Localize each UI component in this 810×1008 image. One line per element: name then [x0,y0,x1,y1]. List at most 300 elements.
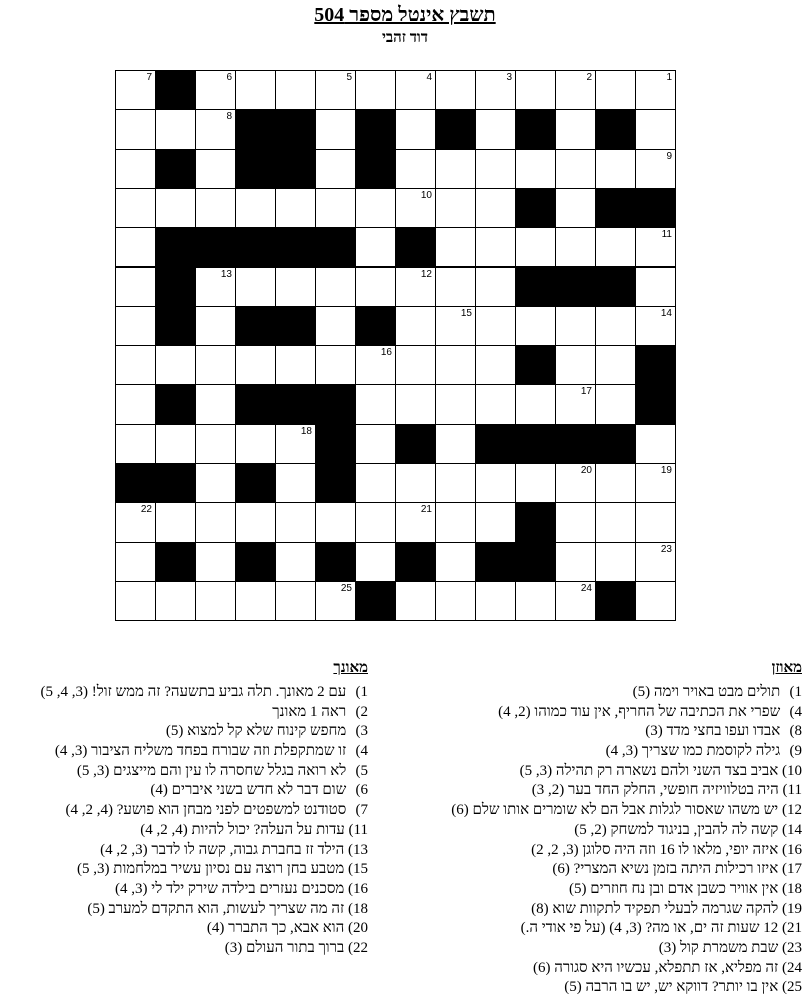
grid-cell[interactable] [195,463,236,503]
clue-number: 23) [782,939,802,956]
grid-cell[interactable] [635,424,676,464]
grid-cell[interactable] [315,581,356,621]
grid-block [515,109,556,149]
grid-cell[interactable] [315,267,356,307]
grid-cell[interactable] [555,581,596,621]
grid-block [475,542,516,582]
grid-cell[interactable] [435,384,476,424]
grid-cell[interactable] [275,424,316,464]
across-clue [382,860,802,880]
puzzle-title: תשבץ אינטל מספר 504 [314,4,496,26]
grid-cell[interactable] [115,306,156,346]
grid-cell[interactable] [195,424,236,464]
cell-number: 7 [146,72,152,83]
cell-number: 3 [506,72,512,83]
grid-cell[interactable] [595,463,636,503]
down-clue [0,683,368,703]
grid-cell[interactable] [515,227,556,267]
clue-text: זו שמתקפלת וזה שבורח בפחד משליח הציבור (3, 4) [54,743,347,760]
down-clue [0,900,368,920]
across-clues [382,660,802,998]
clue-text: הוא אבא, כך התברר (4) [206,920,345,937]
across-clue [382,959,802,979]
clue-text: עדות על העלה? יכול להיות (4, 2, 4) [140,821,345,838]
grid-cell[interactable] [435,345,476,385]
grid-block [315,542,356,582]
grid-block [315,227,356,267]
grid-cell[interactable] [635,542,676,582]
grid-cell[interactable] [195,70,236,110]
grid-cell[interactable] [155,109,196,149]
cell-number: 17 [580,386,592,398]
clue-number: 16) [348,880,368,897]
grid-cell[interactable] [235,581,276,621]
grid-cell[interactable] [555,306,596,346]
grid-cell[interactable] [355,502,396,542]
across-clue [382,821,802,841]
grid-cell[interactable] [635,149,676,189]
grid-block [515,542,556,582]
grid-cell[interactable] [555,149,596,189]
grid-cell[interactable] [515,463,556,503]
grid-cell[interactable] [475,188,516,228]
grid-cell[interactable] [635,109,676,149]
down-clue [0,860,368,880]
grid-cell[interactable] [475,70,516,110]
cell-number: 18 [300,425,312,437]
grid-cell[interactable] [275,542,316,582]
cell-number: 13 [220,268,232,280]
grid-cell[interactable] [315,70,356,110]
across-clue [382,919,802,939]
grid-cell[interactable] [235,424,276,464]
grid-block [275,149,316,189]
grid-cell[interactable] [275,267,316,307]
grid-block [155,384,196,424]
clue-text: תולים מבט באויר וימה (5) [632,684,781,700]
grid-block [475,424,516,464]
across-clue [382,703,802,723]
clue-number: 13) [348,841,368,858]
grid-cell[interactable] [635,306,676,346]
clue-number: 3) [355,723,368,740]
grid-block [355,109,396,149]
clue-text: מחפש קינוח שלא קל למצוא (5) [165,723,347,740]
clue-number: 22) [348,939,368,956]
grid-cell[interactable] [115,424,156,464]
grid-block [395,424,436,464]
grid-cell[interactable] [315,149,356,189]
grid-cell[interactable] [355,542,396,582]
grid-cell[interactable] [155,345,196,385]
clue-text: זה מפליא, אז תתפלא, עכשיו היא סגורה (6) [533,959,779,976]
clue-number: 17) [782,861,802,878]
clue-text: אין בו יותר? דווקא יש, יש בו הרבה (5) [564,979,779,996]
cell-number: 16 [380,347,392,359]
grid-cell[interactable] [355,70,396,110]
grid-cell[interactable] [395,384,436,424]
cell-number: 12 [420,268,432,280]
grid-cell[interactable] [195,384,236,424]
grid-block [595,109,636,149]
grid-cell[interactable] [115,384,156,424]
grid-cell[interactable] [435,227,476,267]
grid-block [315,463,356,503]
clue-number: 6) [355,782,368,799]
grid-cell[interactable] [635,463,676,503]
grid-cell[interactable] [595,502,636,542]
grid-cell[interactable] [395,188,436,228]
grid-cell[interactable] [555,109,596,149]
grid-block [235,227,276,267]
grid-cell[interactable] [115,188,156,228]
grid-cell[interactable] [435,70,476,110]
cell-number: 11 [661,229,672,241]
clue-text: קשה לה להבין, בניגוד למשחק (2, 5) [574,821,779,838]
grid-cell[interactable] [275,463,316,503]
grid-cell[interactable] [195,267,236,307]
grid-cell[interactable] [475,463,516,503]
grid-block [155,227,196,267]
grid-cell[interactable] [275,188,316,228]
grid-cell[interactable] [235,267,276,307]
grid-cell[interactable] [595,227,636,267]
clue-number: 12) [782,802,802,819]
grid-cell[interactable] [115,149,156,189]
grid-cell[interactable] [115,70,156,110]
clue-text: היה בטלוויזיה חופשי, החלק החד בער (2, 3) [531,782,779,799]
grid-block [595,188,636,228]
grid-block [395,542,436,582]
clue-text: איזו רכילות היתה בזמן נשיא המצרי? (6) [552,861,779,878]
grid-cell[interactable] [475,267,516,307]
grid-block [515,188,556,228]
grid-block [275,227,316,267]
grid-cell[interactable] [355,267,396,307]
grid-cell[interactable] [475,345,516,385]
cell-number: 20 [580,465,592,476]
cell-number: 25 [340,582,352,594]
grid-cell[interactable] [515,581,556,621]
grid-cell[interactable] [395,109,436,149]
across-clue [382,841,802,861]
clue-text: הילד זז בחברת גבוה, קשה לו לדבר (3, 2, 4) [100,841,345,858]
across-clue [382,900,802,920]
grid-block [155,267,196,307]
grid-block [115,463,156,503]
grid-block [515,424,556,464]
grid-cell[interactable] [195,188,236,228]
grid-block [155,463,196,503]
grid-block [235,384,276,424]
grid-cell[interactable] [395,502,436,542]
puzzle-author: דוד זהבי [382,30,428,46]
clue-text: אביב בצד השני ולהם נשארה רק תהילה (3, 5) [519,762,779,779]
clue-number: 16) [782,841,802,858]
clue-number: 15) [348,861,368,878]
grid-cell[interactable] [475,109,516,149]
grid-cell[interactable] [435,267,476,307]
grid-cell[interactable] [595,542,636,582]
grid-block [515,267,556,307]
grid-cell[interactable] [515,384,556,424]
grid-cell[interactable] [315,188,356,228]
grid-cell[interactable] [435,502,476,542]
grid-cell[interactable] [515,149,556,189]
grid-cell[interactable] [635,227,676,267]
clue-number: 18) [782,880,802,897]
clue-number: 24) [782,959,802,976]
grid-cell[interactable] [635,70,676,110]
down-heading: מאונך [333,660,368,676]
grid-cell[interactable] [315,345,356,385]
grid-cell[interactable] [435,188,476,228]
grid-block [235,109,276,149]
grid-block [155,542,196,582]
clue-number: 14) [782,821,802,838]
clue-number: 25) [782,979,802,996]
grid-cell[interactable] [275,581,316,621]
grid-block [515,345,556,385]
grid-cell[interactable] [355,424,396,464]
grid-cell[interactable] [475,149,516,189]
grid-cell[interactable] [395,581,436,621]
grid-cell[interactable] [115,227,156,267]
across-clue [382,742,802,762]
grid-cell[interactable] [555,70,596,110]
clue-text: סטודנט למשפטים לפני מבחן הוא פושע? (4, 2, 4) [65,802,347,819]
grid-cell[interactable] [235,70,276,110]
across-clue [382,683,802,703]
across-clue [382,781,802,801]
clue-number: 9) [789,743,802,760]
down-clue [0,703,368,723]
grid-block [435,109,476,149]
clue-number: 5) [355,762,368,779]
clue-text: יש משהו שאסור לגלות אבל הם לא שומרים אותו שלם (6) [451,802,779,819]
clue-number: 4) [355,743,368,760]
grid-block [515,502,556,542]
grid-block [155,306,196,346]
grid-cell[interactable] [355,188,396,228]
grid-cell[interactable] [115,345,156,385]
grid-cell[interactable] [435,581,476,621]
grid-cell[interactable] [195,149,236,189]
grid-block [635,345,676,385]
grid-cell[interactable] [115,542,156,582]
clue-text: שפרי את הכתיבה של החריף, אין עוד כמוהו (2, 4) [498,703,781,720]
cell-number: 21 [420,504,432,516]
grid-cell[interactable] [555,384,596,424]
across-clue [382,762,802,782]
grid-cell[interactable] [195,581,236,621]
grid-cell[interactable] [115,581,156,621]
grid-cell[interactable] [395,463,436,503]
grid-cell[interactable] [475,384,516,424]
grid-cell[interactable] [515,70,556,110]
clue-number: 1) [355,684,368,700]
grid-cell[interactable] [595,384,636,424]
grid-cell[interactable] [555,542,596,582]
cell-number: 14 [660,307,672,319]
grid-cell[interactable] [435,149,476,189]
grid-block [275,384,316,424]
grid-cell[interactable] [235,345,276,385]
grid-block [155,70,196,110]
grid-cell[interactable] [555,188,596,228]
clue-text: איזה יופי, מלאו לו 16 וזה היה סלוגן (3, 2, 2) [531,841,779,858]
grid-block [635,384,676,424]
grid-cell[interactable] [115,502,156,542]
grid-cell[interactable] [355,463,396,503]
clue-number: 8) [789,723,802,740]
grid-cell[interactable] [555,227,596,267]
clue-number: 21) [782,920,802,937]
cell-number: 24 [580,582,592,594]
grid-cell[interactable] [435,463,476,503]
grid-cell[interactable] [195,502,236,542]
across-heading: מאוזן [771,660,802,676]
grid-block [395,227,436,267]
grid-cell[interactable] [115,109,156,149]
grid-cell[interactable] [115,267,156,307]
grid-cell[interactable] [195,306,236,346]
grid-cell[interactable] [315,306,356,346]
grid-block [355,306,396,346]
clue-text: גילה לקוסמת כמו שצריך (3, 4) [605,743,781,760]
grid-cell[interactable] [635,581,676,621]
clue-number: 7) [355,802,368,819]
grid-cell[interactable] [435,306,476,346]
down-clue [0,781,368,801]
cell-number: 22 [140,504,152,516]
clue-text: אין אוויר כשבן אדם ובן נח חוזרים (5) [568,880,779,897]
grid-block [275,306,316,346]
down-clue [0,919,368,939]
grid-cell[interactable] [435,424,476,464]
grid-cell[interactable] [155,502,196,542]
grid-cell[interactable] [275,70,316,110]
grid-cell[interactable] [275,345,316,385]
cell-number: 6 [226,72,232,83]
grid-cell[interactable] [595,306,636,346]
grid-cell[interactable] [195,345,236,385]
across-clue [382,978,802,998]
grid-cell[interactable] [595,70,636,110]
grid-cell[interactable] [355,345,396,385]
grid-cell[interactable] [395,267,436,307]
clue-text: מסכנים נעזרים בילדה שירק ילד לי (3, 4) [115,880,345,897]
grid-cell[interactable] [195,542,236,582]
clue-text: להקה שגרמה לבעלי תפקיד לתקוות שוא (8) [531,900,779,917]
grid-cell[interactable] [595,149,636,189]
grid-block [235,306,276,346]
grid-block [195,227,236,267]
grid-block [355,149,396,189]
clue-number: 18) [348,900,368,917]
grid-cell[interactable] [235,188,276,228]
grid-block [355,581,396,621]
down-clue [0,801,368,821]
grid-cell[interactable] [355,227,396,267]
grid-block [595,581,636,621]
grid-cell[interactable] [155,188,196,228]
grid-cell[interactable] [555,345,596,385]
down-clue [0,742,368,762]
clue-text: אבדו ועפו בחצי מדד (3) [645,723,781,740]
grid-block [635,188,676,228]
grid-block [235,149,276,189]
grid-cell[interactable] [475,227,516,267]
across-clue [382,801,802,821]
clue-number: 1) [789,684,802,700]
grid-cell[interactable] [475,306,516,346]
cell-number: 15 [460,307,472,319]
down-clue [0,821,368,841]
grid-cell[interactable] [395,149,436,189]
cell-number: 19 [660,465,672,476]
clue-text: שבת משמרת קול (3) [658,939,779,956]
grid-cell[interactable] [475,581,516,621]
across-clue [382,722,802,742]
clue-text: לא רואה בגלל שחסרה לו עין והם מייצגים (3, 5) [76,762,347,779]
grid-cell[interactable] [475,502,516,542]
across-clue [382,880,802,900]
grid-cell[interactable] [395,345,436,385]
clue-number: 19) [782,900,802,917]
grid-cell[interactable] [395,306,436,346]
grid-cell[interactable] [595,345,636,385]
grid-block [235,542,276,582]
clue-number: 10) [782,762,802,779]
grid-cell[interactable] [635,502,676,542]
grid-cell[interactable] [155,581,196,621]
grid-cell[interactable] [395,70,436,110]
down-clue [0,939,368,959]
grid-cell[interactable] [315,109,356,149]
cell-number: 5 [346,72,352,83]
grid-cell[interactable] [195,109,236,149]
grid-cell[interactable] [155,424,196,464]
grid-block [275,109,316,149]
grid-cell[interactable] [635,267,676,307]
cell-number: 9 [666,150,672,162]
grid-block [555,267,596,307]
grid-cell[interactable] [235,502,276,542]
grid-cell[interactable] [555,463,596,503]
clue-number: 11) [348,821,368,838]
down-clue [0,762,368,782]
cell-number: 23 [660,543,672,555]
grid-cell[interactable] [515,306,556,346]
grid-block [315,424,356,464]
grid-block [595,267,636,307]
grid-cell[interactable] [355,384,396,424]
grid-cell[interactable] [315,502,356,542]
grid-block [555,424,596,464]
down-clue [0,880,368,900]
grid-cell[interactable] [555,502,596,542]
clue-number: 20) [348,920,368,937]
grid-cell[interactable] [275,502,316,542]
cell-number: 1 [666,72,672,83]
crossword-grid [115,70,675,620]
grid-block [235,463,276,503]
grid-cell[interactable] [435,542,476,582]
clue-number: 11) [782,782,802,799]
down-clue [0,841,368,861]
grid-block [595,424,636,464]
